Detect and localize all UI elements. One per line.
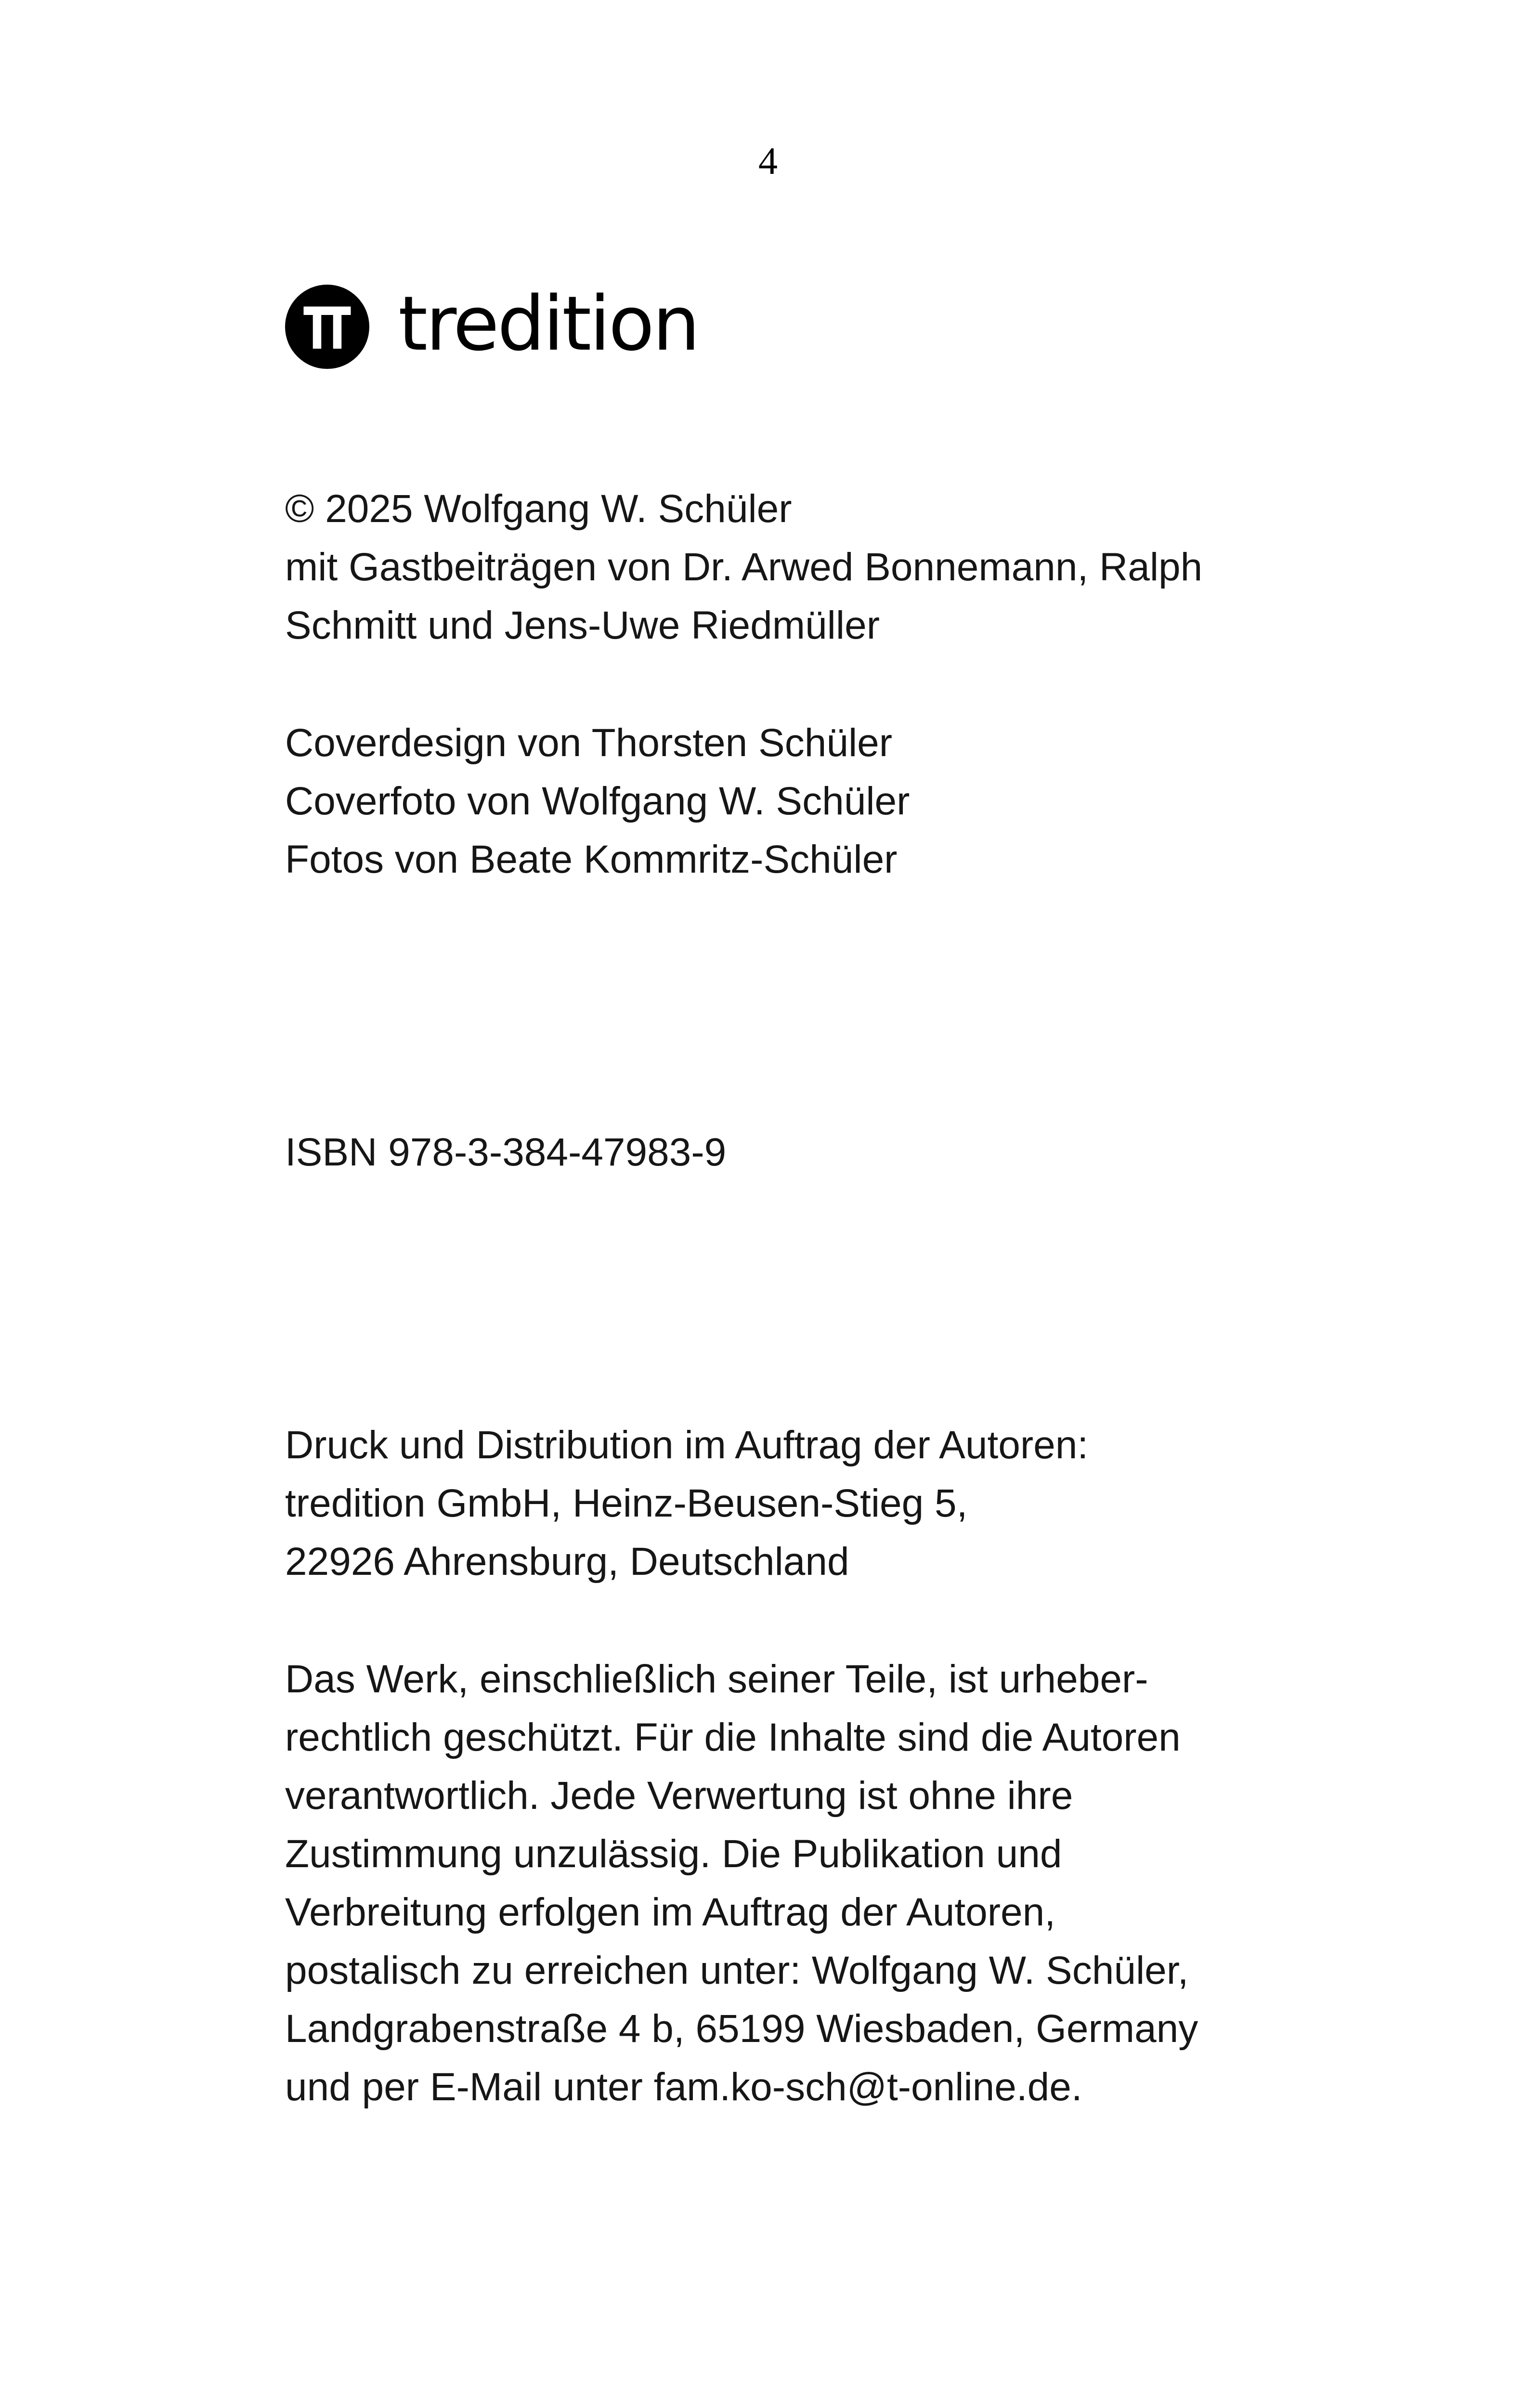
credit-line: © 2025 Wolfgang W. Schüler xyxy=(285,487,792,531)
credit-line: mit Gastbeiträgen von Dr. Arwed Bonnemann, Ralph xyxy=(285,545,1203,589)
legal-line: postalisch zu erreichen unter: Wolfgang W. Schüler, xyxy=(285,1949,1189,1992)
legal-line: verantwortlich. Jede Verwertung ist ohne ihre xyxy=(285,1774,1073,1818)
design-credit-line: Coverdesign von Thorsten Schüler xyxy=(285,721,893,765)
logo-wordmark: tredition xyxy=(398,280,699,367)
design-credits xyxy=(285,714,1296,889)
copyright-credits xyxy=(285,480,1296,654)
legal-line: Das Werk, einschließlich seiner Teile, ist urheber- xyxy=(285,1657,1148,1701)
publisher-logo xyxy=(285,280,699,370)
legal-line: Zustimmung unzulässig. Die Publikation und xyxy=(285,1832,1062,1876)
legal-line: und per E-Mail unter fam.ko-sch@t-online.de. xyxy=(285,2065,1082,2109)
legal-notice xyxy=(285,1650,1296,2116)
legal-line: rechtlich geschützt. Für die Inhalte sind die Autoren xyxy=(285,1715,1181,1759)
distribution-line: Druck und Distribution im Auftrag der Autoren: xyxy=(285,1423,1089,1467)
design-credit-line: Coverfoto von Wolfgang W. Schüler xyxy=(285,779,910,823)
distribution-line: 22926 Ahrensburg, Deutschland xyxy=(285,1540,849,1584)
isbn-block xyxy=(285,1123,1296,1181)
credit-line: Schmitt und Jens-Uwe Riedmüller xyxy=(285,603,880,647)
tredition-logo-icon xyxy=(285,285,369,369)
legal-line: Verbreitung erfolgen im Auftrag der Autoren, xyxy=(285,1890,1056,1934)
isbn-text: ISBN 978-3-384-47983-9 xyxy=(285,1130,727,1174)
page-number: 4 xyxy=(758,140,778,183)
distribution-info xyxy=(285,1416,1296,1591)
distribution-line: tredition GmbH, Heinz-Beusen-Stieg 5, xyxy=(285,1481,968,1525)
design-credit-line: Fotos von Beate Kommritz-Schüler xyxy=(285,838,898,881)
legal-line: Landgrabenstraße 4 b, 65199 Wiesbaden, Germany xyxy=(285,2007,1198,2051)
